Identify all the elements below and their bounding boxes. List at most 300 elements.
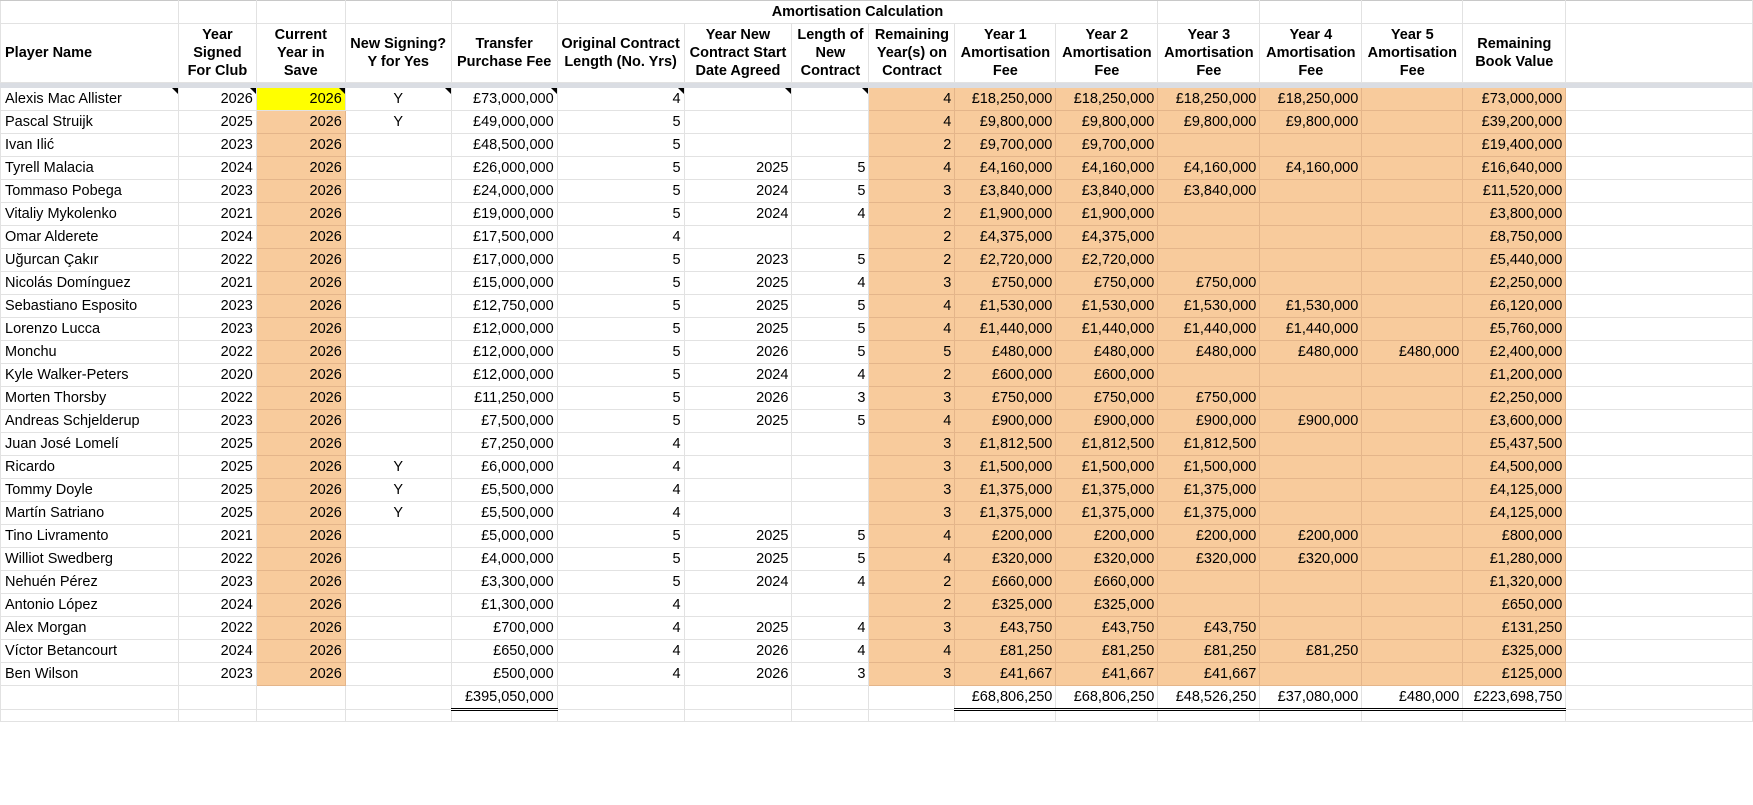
header-year2-fee[interactable]: Year 2 Amortisation Fee [1056,24,1158,83]
cell-player-name[interactable]: Williot Swedberg [1,548,179,571]
cell-year-signed[interactable]: 2021 [178,203,256,226]
cell-remaining-years[interactable]: 3 [869,456,955,479]
cell-remaining-years[interactable]: 4 [869,525,955,548]
cell[interactable] [1,1,179,24]
header-year1-fee[interactable]: Year 1 Amortisation Fee [955,24,1056,83]
cell-new-contract-year[interactable] [684,433,792,456]
cell-year1-fee[interactable]: £9,800,000 [955,111,1056,134]
cell-book-value[interactable]: £4,500,000 [1463,456,1566,479]
cell-year5-fee[interactable] [1362,88,1463,111]
cell-current-year[interactable]: 2026 [256,203,345,226]
cell[interactable] [1566,387,1753,410]
cell-transfer-fee[interactable]: £7,500,000 [451,410,557,433]
cell-transfer-fee[interactable]: £650,000 [451,640,557,663]
cell-transfer-fee[interactable]: £4,000,000 [451,548,557,571]
cell[interactable] [1566,249,1753,272]
cell-year5-fee[interactable] [1362,663,1463,686]
cell-original-contract-length[interactable]: 4 [557,479,684,502]
cell-book-value[interactable]: £2,400,000 [1463,341,1566,364]
cell[interactable] [1566,525,1753,548]
cell-year5-fee[interactable] [1362,364,1463,387]
cell-player-name[interactable]: Monchu [1,341,179,364]
cell-year1-fee[interactable]: £480,000 [955,341,1056,364]
cell-new-contract-year[interactable] [684,226,792,249]
cell[interactable] [1566,226,1753,249]
cell-player-name[interactable]: Pascal Struijk [1,111,179,134]
cell-year5-fee[interactable] [1362,203,1463,226]
cell-book-value[interactable]: £6,120,000 [1463,295,1566,318]
cell-year2-fee[interactable]: £1,530,000 [1056,295,1158,318]
cell-current-year[interactable]: 2026 [256,571,345,594]
total-year3[interactable]: £48,526,250 [1158,686,1260,710]
cell-player-name[interactable]: Morten Thorsby [1,387,179,410]
cell[interactable] [955,710,1056,722]
cell-year-signed[interactable]: 2022 [178,617,256,640]
cell-original-contract-length[interactable]: 5 [557,410,684,433]
cell-year5-fee[interactable] [1362,617,1463,640]
cell[interactable] [1566,364,1753,387]
cell-player-name[interactable]: Ben Wilson [1,663,179,686]
cell-transfer-fee[interactable]: £12,750,000 [451,295,557,318]
cell-new-contract-year[interactable]: 2024 [684,203,792,226]
cell-year1-fee[interactable]: £43,750 [955,617,1056,640]
cell-year4-fee[interactable] [1260,617,1362,640]
cell-book-value[interactable]: £125,000 [1463,663,1566,686]
cell-book-value[interactable]: £11,520,000 [1463,180,1566,203]
header-remaining-years[interactable]: Remaining Year(s) on Contract [869,24,955,83]
cell-year2-fee[interactable]: £4,160,000 [1056,157,1158,180]
cell-year3-fee[interactable]: £480,000 [1158,341,1260,364]
cell-player-name[interactable]: Uğurcan Çakır [1,249,179,272]
cell-year5-fee[interactable] [1362,571,1463,594]
cell-new-contract-length[interactable]: 4 [792,203,869,226]
cell-year2-fee[interactable]: £1,440,000 [1056,318,1158,341]
cell-year2-fee[interactable]: £750,000 [1056,387,1158,410]
cell-year2-fee[interactable]: £600,000 [1056,364,1158,387]
cell-new-contract-year[interactable] [684,111,792,134]
cell-new-signing[interactable] [345,295,451,318]
cell-new-contract-year[interactable]: 2025 [684,410,792,433]
cell-remaining-years[interactable]: 2 [869,571,955,594]
cell-transfer-fee[interactable]: £73,000,000 [451,88,557,111]
cell-year4-fee[interactable] [1260,502,1362,525]
cell-player-name[interactable]: Vitaliy Mykolenko [1,203,179,226]
cell[interactable] [256,686,345,710]
cell-original-contract-length[interactable]: 4 [557,594,684,617]
cell-year3-fee[interactable]: £1,375,000 [1158,502,1260,525]
cell-new-contract-length[interactable]: 5 [792,548,869,571]
cell-year5-fee[interactable] [1362,272,1463,295]
cell-new-signing[interactable] [345,341,451,364]
cell-new-signing[interactable] [345,387,451,410]
cell-remaining-years[interactable]: 2 [869,226,955,249]
cell-year-signed[interactable]: 2025 [178,479,256,502]
cell-transfer-fee[interactable]: £12,000,000 [451,341,557,364]
cell-current-year[interactable]: 2026 [256,318,345,341]
cell-year3-fee[interactable]: £320,000 [1158,548,1260,571]
cell-current-year[interactable]: 2026 [256,502,345,525]
cell-new-signing[interactable] [345,272,451,295]
cell[interactable] [1566,710,1753,722]
cell-year-signed[interactable]: 2021 [178,272,256,295]
cell-year4-fee[interactable]: £480,000 [1260,341,1362,364]
cell-year3-fee[interactable]: £1,375,000 [1158,479,1260,502]
cell-year4-fee[interactable] [1260,249,1362,272]
cell-year2-fee[interactable]: £750,000 [1056,272,1158,295]
cell-year2-fee[interactable]: £1,375,000 [1056,479,1158,502]
cell[interactable] [1566,502,1753,525]
cell[interactable] [1566,433,1753,456]
cell-new-signing[interactable] [345,525,451,548]
cell-new-contract-year[interactable]: 2025 [684,318,792,341]
cell-year5-fee[interactable] [1362,548,1463,571]
cell-book-value[interactable]: £2,250,000 [1463,272,1566,295]
cell-original-contract-length[interactable]: 5 [557,571,684,594]
cell-current-year[interactable]: 2026 [256,456,345,479]
cell-year5-fee[interactable] [1362,180,1463,203]
cell-original-contract-length[interactable]: 4 [557,88,684,111]
cell-year1-fee[interactable]: £4,375,000 [955,226,1056,249]
cell[interactable] [557,710,684,722]
cell-current-year[interactable]: 2026 [256,525,345,548]
cell-player-name[interactable]: Martín Satriano [1,502,179,525]
cell-book-value[interactable]: £5,437,500 [1463,433,1566,456]
cell-year4-fee[interactable] [1260,594,1362,617]
cell[interactable] [1566,111,1753,134]
cell-new-contract-length[interactable] [792,502,869,525]
cell-year3-fee[interactable]: £1,530,000 [1158,295,1260,318]
cell-remaining-years[interactable]: 3 [869,272,955,295]
cell-remaining-years[interactable]: 4 [869,318,955,341]
cell-book-value[interactable]: £8,750,000 [1463,226,1566,249]
cell-player-name[interactable]: Ivan Ilić [1,134,179,157]
cell-new-signing[interactable] [345,157,451,180]
cell-remaining-years[interactable]: 3 [869,502,955,525]
cell[interactable] [1,710,179,722]
cell-year3-fee[interactable]: £81,250 [1158,640,1260,663]
cell-transfer-fee[interactable]: £12,000,000 [451,318,557,341]
cell-remaining-years[interactable]: 5 [869,341,955,364]
cell-year3-fee[interactable] [1158,249,1260,272]
cell-book-value[interactable]: £3,800,000 [1463,203,1566,226]
cell-new-signing[interactable]: Y [345,479,451,502]
cell[interactable] [1566,180,1753,203]
cell-new-signing[interactable]: Y [345,111,451,134]
cell-current-year[interactable]: 2026 [256,88,345,111]
cell-year4-fee[interactable]: £900,000 [1260,410,1362,433]
header-player-name[interactable]: Player Name [1,24,179,83]
cell-transfer-fee[interactable]: £7,250,000 [451,433,557,456]
cell-new-contract-length[interactable] [792,456,869,479]
cell-year4-fee[interactable]: £1,530,000 [1260,295,1362,318]
cell-new-contract-year[interactable] [684,594,792,617]
cell-year5-fee[interactable] [1362,226,1463,249]
cell-current-year[interactable]: 2026 [256,180,345,203]
cell-year3-fee[interactable]: £200,000 [1158,525,1260,548]
cell-year5-fee[interactable] [1362,134,1463,157]
cell-year4-fee[interactable] [1260,663,1362,686]
cell-year3-fee[interactable]: £3,840,000 [1158,180,1260,203]
cell-book-value[interactable]: £5,760,000 [1463,318,1566,341]
cell-year3-fee[interactable]: £1,440,000 [1158,318,1260,341]
cell[interactable] [1566,571,1753,594]
cell-year-signed[interactable]: 2024 [178,157,256,180]
cell-new-signing[interactable] [345,364,451,387]
cell-year-signed[interactable]: 2025 [178,502,256,525]
cell-year2-fee[interactable]: £325,000 [1056,594,1158,617]
cell-new-contract-year[interactable]: 2026 [684,341,792,364]
cell-year4-fee[interactable]: £18,250,000 [1260,88,1362,111]
cell-remaining-years[interactable]: 4 [869,410,955,433]
header-new-contract-year[interactable]: Year New Contract Start Date Agreed [684,24,792,83]
cell[interactable] [869,710,955,722]
cell-year1-fee[interactable]: £200,000 [955,525,1056,548]
cell-year3-fee[interactable]: £750,000 [1158,272,1260,295]
cell-transfer-fee[interactable]: £12,000,000 [451,364,557,387]
cell-book-value[interactable]: £800,000 [1463,525,1566,548]
cell-new-contract-length[interactable]: 4 [792,571,869,594]
cell-year1-fee[interactable]: £1,375,000 [955,502,1056,525]
cell[interactable] [1056,710,1158,722]
cell-current-year[interactable]: 2026 [256,295,345,318]
cell-remaining-years[interactable]: 2 [869,364,955,387]
cell-player-name[interactable]: Lorenzo Lucca [1,318,179,341]
header-year-signed[interactable]: Year Signed For Club [178,24,256,83]
cell-transfer-fee[interactable]: £17,000,000 [451,249,557,272]
cell-year5-fee[interactable] [1362,433,1463,456]
cell-original-contract-length[interactable]: 4 [557,617,684,640]
cell-year2-fee[interactable]: £3,840,000 [1056,180,1158,203]
cell-new-contract-length[interactable] [792,226,869,249]
cell-original-contract-length[interactable]: 4 [557,226,684,249]
cell[interactable] [1566,134,1753,157]
cell-player-name[interactable]: Nicolás Domínguez [1,272,179,295]
cell-year1-fee[interactable]: £1,530,000 [955,295,1056,318]
cell-new-contract-length[interactable]: 5 [792,249,869,272]
cell[interactable] [792,710,869,722]
cell-new-contract-year[interactable]: 2024 [684,571,792,594]
cell[interactable] [1566,295,1753,318]
cell[interactable] [1566,617,1753,640]
cell-book-value[interactable]: £4,125,000 [1463,479,1566,502]
cell-year1-fee[interactable]: £660,000 [955,571,1056,594]
cell-new-contract-year[interactable]: 2025 [684,295,792,318]
cell-current-year[interactable]: 2026 [256,226,345,249]
cell-current-year[interactable]: 2026 [256,364,345,387]
cell[interactable] [792,686,869,710]
cell-original-contract-length[interactable]: 5 [557,318,684,341]
cell-new-signing[interactable] [345,617,451,640]
cell-year-signed[interactable]: 2023 [178,410,256,433]
cell-year4-fee[interactable] [1260,571,1362,594]
cell-original-contract-length[interactable]: 5 [557,157,684,180]
cell-new-signing[interactable]: Y [345,502,451,525]
cell-transfer-fee[interactable]: £3,300,000 [451,571,557,594]
cell-original-contract-length[interactable]: 4 [557,502,684,525]
cell-year-signed[interactable]: 2024 [178,640,256,663]
cell[interactable] [1566,24,1753,83]
cell-book-value[interactable]: £39,200,000 [1463,111,1566,134]
cell-transfer-fee[interactable]: £17,500,000 [451,226,557,249]
cell-year4-fee[interactable]: £200,000 [1260,525,1362,548]
header-transfer-fee[interactable]: Transfer Purchase Fee [451,24,557,83]
cell[interactable] [1362,1,1463,24]
cell-year1-fee[interactable]: £320,000 [955,548,1056,571]
cell-new-contract-year[interactable]: 2023 [684,249,792,272]
cell-new-signing[interactable] [345,410,451,433]
cell-book-value[interactable]: £5,440,000 [1463,249,1566,272]
cell-new-contract-year[interactable] [684,456,792,479]
cell-new-contract-length[interactable]: 5 [792,525,869,548]
cell-original-contract-length[interactable]: 4 [557,433,684,456]
cell-year-signed[interactable]: 2020 [178,364,256,387]
cell-year5-fee[interactable] [1362,157,1463,180]
cell-new-contract-year[interactable]: 2025 [684,272,792,295]
cell-player-name[interactable]: Tyrell Malacia [1,157,179,180]
cell-transfer-fee[interactable]: £5,500,000 [451,479,557,502]
cell-year1-fee[interactable]: £1,900,000 [955,203,1056,226]
cell-year1-fee[interactable]: £18,250,000 [955,88,1056,111]
cell-year5-fee[interactable] [1362,502,1463,525]
cell[interactable] [345,1,451,24]
cell-new-signing[interactable] [345,548,451,571]
cell-year2-fee[interactable]: £900,000 [1056,410,1158,433]
cell-remaining-years[interactable]: 4 [869,295,955,318]
cell-original-contract-length[interactable]: 5 [557,272,684,295]
cell-new-contract-year[interactable]: 2025 [684,617,792,640]
cell-year2-fee[interactable]: £9,700,000 [1056,134,1158,157]
cell-new-contract-length[interactable] [792,111,869,134]
cell-original-contract-length[interactable]: 5 [557,387,684,410]
cell-transfer-fee[interactable]: £49,000,000 [451,111,557,134]
cell-original-contract-length[interactable]: 5 [557,180,684,203]
cell-year2-fee[interactable]: £4,375,000 [1056,226,1158,249]
cell[interactable] [1566,318,1753,341]
cell[interactable] [1566,663,1753,686]
header-new-contract-length[interactable]: Length of New Contract [792,24,869,83]
cell-original-contract-length[interactable]: 4 [557,456,684,479]
cell-original-contract-length[interactable]: 5 [557,249,684,272]
cell-year5-fee[interactable] [1362,594,1463,617]
cell-remaining-years[interactable]: 2 [869,594,955,617]
cell-year3-fee[interactable] [1158,203,1260,226]
cell-book-value[interactable]: £2,250,000 [1463,387,1566,410]
cell[interactable] [178,1,256,24]
cell-new-contract-length[interactable]: 4 [792,617,869,640]
cell-year1-fee[interactable]: £4,160,000 [955,157,1056,180]
cell-year-signed[interactable]: 2026 [178,88,256,111]
cell-year2-fee[interactable]: £81,250 [1056,640,1158,663]
cell[interactable] [256,1,345,24]
cell-player-name[interactable]: Juan José Lomelí [1,433,179,456]
total-year5[interactable]: £480,000 [1362,686,1463,710]
cell-year3-fee[interactable]: £18,250,000 [1158,88,1260,111]
cell-year-signed[interactable]: 2022 [178,387,256,410]
cell-year1-fee[interactable]: £900,000 [955,410,1056,433]
cell-current-year[interactable]: 2026 [256,410,345,433]
cell-player-name[interactable]: Tommaso Pobega [1,180,179,203]
total-year2[interactable]: £68,806,250 [1056,686,1158,710]
cell-remaining-years[interactable]: 4 [869,157,955,180]
cell-book-value[interactable]: £650,000 [1463,594,1566,617]
cell-year1-fee[interactable]: £750,000 [955,387,1056,410]
cell-year-signed[interactable]: 2025 [178,433,256,456]
cell-new-contract-length[interactable]: 5 [792,295,869,318]
cell-year4-fee[interactable] [1260,226,1362,249]
cell-current-year[interactable]: 2026 [256,548,345,571]
cell-new-contract-year[interactable]: 2025 [684,548,792,571]
cell-new-signing[interactable] [345,663,451,686]
cell-year5-fee[interactable]: £480,000 [1362,341,1463,364]
cell-book-value[interactable]: £131,250 [1463,617,1566,640]
cell-year3-fee[interactable] [1158,364,1260,387]
cell[interactable] [256,710,345,722]
cell-new-contract-year[interactable] [684,88,792,111]
cell-player-name[interactable]: Antonio López [1,594,179,617]
cell[interactable] [1566,479,1753,502]
cell-new-signing[interactable] [345,594,451,617]
cell-player-name[interactable]: Nehuén Pérez [1,571,179,594]
cell-new-contract-year[interactable]: 2026 [684,387,792,410]
cell-book-value[interactable]: £325,000 [1463,640,1566,663]
header-year5-fee[interactable]: Year 5 Amortisation Fee [1362,24,1463,83]
cell-year4-fee[interactable] [1260,364,1362,387]
cell-remaining-years[interactable]: 2 [869,134,955,157]
cell-new-signing[interactable] [345,640,451,663]
cell-remaining-years[interactable]: 2 [869,203,955,226]
cell-year-signed[interactable]: 2025 [178,456,256,479]
cell-year1-fee[interactable]: £750,000 [955,272,1056,295]
cell-year1-fee[interactable]: £1,375,000 [955,479,1056,502]
cell-current-year[interactable]: 2026 [256,134,345,157]
cell-year1-fee[interactable]: £325,000 [955,594,1056,617]
cell-player-name[interactable]: Tino Livramento [1,525,179,548]
cell-new-signing[interactable] [345,134,451,157]
cell[interactable] [684,686,792,710]
cell-year2-fee[interactable]: £200,000 [1056,525,1158,548]
cell-year-signed[interactable]: 2023 [178,571,256,594]
cell[interactable] [178,710,256,722]
cell-new-contract-year[interactable] [684,502,792,525]
cell-remaining-years[interactable]: 3 [869,479,955,502]
cell-year5-fee[interactable] [1362,525,1463,548]
cell-year3-fee[interactable]: £43,750 [1158,617,1260,640]
cell-year-signed[interactable]: 2025 [178,111,256,134]
cell-year4-fee[interactable] [1260,272,1362,295]
cell-transfer-fee[interactable]: £500,000 [451,663,557,686]
cell-new-signing[interactable]: Y [345,456,451,479]
cell-year5-fee[interactable] [1362,640,1463,663]
sheet-title[interactable]: Amortisation Calculation [557,1,1158,24]
cell-transfer-fee[interactable]: £26,000,000 [451,157,557,180]
cell-year4-fee[interactable] [1260,387,1362,410]
cell-year1-fee[interactable]: £2,720,000 [955,249,1056,272]
cell-new-signing[interactable] [345,226,451,249]
cell-year3-fee[interactable] [1158,226,1260,249]
cell[interactable] [1566,203,1753,226]
cell-remaining-years[interactable]: 4 [869,88,955,111]
cell[interactable] [1463,710,1566,722]
cell-original-contract-length[interactable]: 4 [557,663,684,686]
cell-year4-fee[interactable] [1260,134,1362,157]
cell-current-year[interactable]: 2026 [256,157,345,180]
cell-new-contract-length[interactable]: 3 [792,663,869,686]
cell-new-signing[interactable] [345,571,451,594]
cell-new-contract-length[interactable]: 4 [792,364,869,387]
cell-remaining-years[interactable]: 3 [869,180,955,203]
cell-year3-fee[interactable]: £1,812,500 [1158,433,1260,456]
cell-year2-fee[interactable]: £18,250,000 [1056,88,1158,111]
